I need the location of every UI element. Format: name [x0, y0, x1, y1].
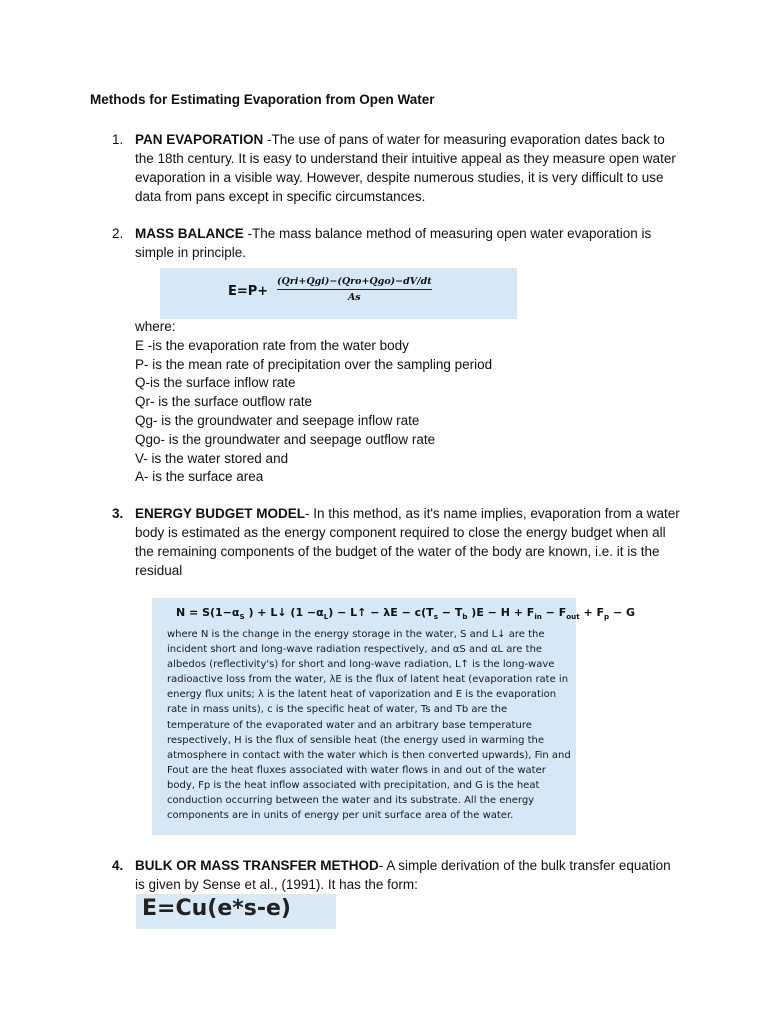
- bulk-transfer-formula-image: [136, 894, 336, 929]
- method-energy-budget: [135, 504, 680, 580]
- definition-item: Qr- is the surface outflow rate: [135, 394, 313, 410]
- page-title: Methods for Estimating Evaporation from Open Water: [90, 92, 435, 107]
- mass-balance-formula-image: [160, 268, 517, 319]
- method-term: MASS BALANCE: [135, 226, 244, 241]
- list-number: 4.: [112, 858, 124, 873]
- formula-fraction: [277, 276, 432, 303]
- method-term: ENERGY BUDGET MODEL: [135, 506, 306, 521]
- formula-denominator: As: [347, 292, 361, 303]
- formula-numerator: (Qri+Qgi)−(Qro+Qgo)−dV/dt: [277, 276, 432, 287]
- method-bulk-transfer: [135, 856, 680, 894]
- list-number: 3.: [112, 506, 124, 521]
- method-text: -The mass balance method of measuring open water evaporation is simple in principle.: [135, 226, 652, 260]
- energy-budget-equation: $N = S(1-\alpha_S$ ) + L↓ $(1 -\alpha_L)$ − L↑ − $\lambda E - c(T_s - T_b$ )$E - H + F_{in} - F_{out} + F_p - G$: [176, 606, 636, 622]
- method-pan-evaporation: [135, 130, 680, 206]
- method-text: -The use of pans of water for measuring evaporation dates back to the 18th century. It is easy to understand their intuitive appeal as they measure open water evaporation in a visible way. However, despite numerous studies, it is very difficult to use data from pans except in specific circumstances.: [135, 132, 676, 204]
- definition-item: Qgo- is the groundwater and seepage outflow rate: [135, 431, 436, 447]
- definition-item: Q-is the surface inflow rate: [135, 375, 296, 391]
- method-mass-balance: [135, 224, 680, 262]
- where-label: where:: [135, 319, 176, 334]
- formula-lhs: E=P+: [228, 284, 269, 299]
- list-number: 2.: [112, 226, 124, 241]
- method-text: - A simple derivation of the bulk transfer equation is given by Sense et al., (1991). It has the form:: [135, 858, 671, 892]
- list-number: 1.: [112, 132, 124, 147]
- bulk-transfer-equation: E=Cu(e*s-e): [142, 896, 291, 921]
- method-term: BULK OR MASS TRANSFER METHOD: [135, 858, 379, 873]
- method-term: PAN EVAPORATION: [135, 132, 264, 147]
- definition-item: Qg- is the groundwater and seepage inflow rate: [135, 412, 420, 428]
- definition-item: E -is the evaporation rate from the water body: [135, 337, 409, 353]
- definitions-list: [135, 318, 492, 487]
- method-text: - In this method, as it's name implies, evaporation from a water body is estimated as the energy component required to close the energy budget when all the remaining components of the budget of the water of the body are known, i.e. it is the residual: [135, 506, 680, 578]
- energy-budget-formula-image: [152, 598, 636, 835]
- definition-item: P- is the mean rate of precipitation over the sampling period: [135, 356, 493, 372]
- definition-item: V- is the water stored and: [135, 450, 289, 466]
- definition-item: A- is the surface area: [135, 469, 264, 485]
- energy-budget-explanation: where N is the change in the energy storage in the water, S and L↓ are the incident short and long-wave radiation respectively, and αS and αL are the albedos (reflectivity's) for short and long-wave radiation, L↑ is the long-wave radioactive loss from the water, λE is the flux of latent heat (evaporation rate in energy flux units; λ is the latent heat of vaporization and E is the evaporation rate in mass units), c is the specific heat of water, Ts and Tb are the temperature of the evaporated water and an arbitrary base temperature respectively, H is the flux of sensible heat (the energy used in warming the atmosphere in contact with the water which is then converted upwards), Fin and Fout are the heat fluxes associated with water flows in and out of the water body, Fp is the heat inflow associated with precipitation, and G is the heat conduction occurring between the water and its substrate. All the energy components are in units of energy per unit surface area of the water.: [167, 629, 571, 822]
